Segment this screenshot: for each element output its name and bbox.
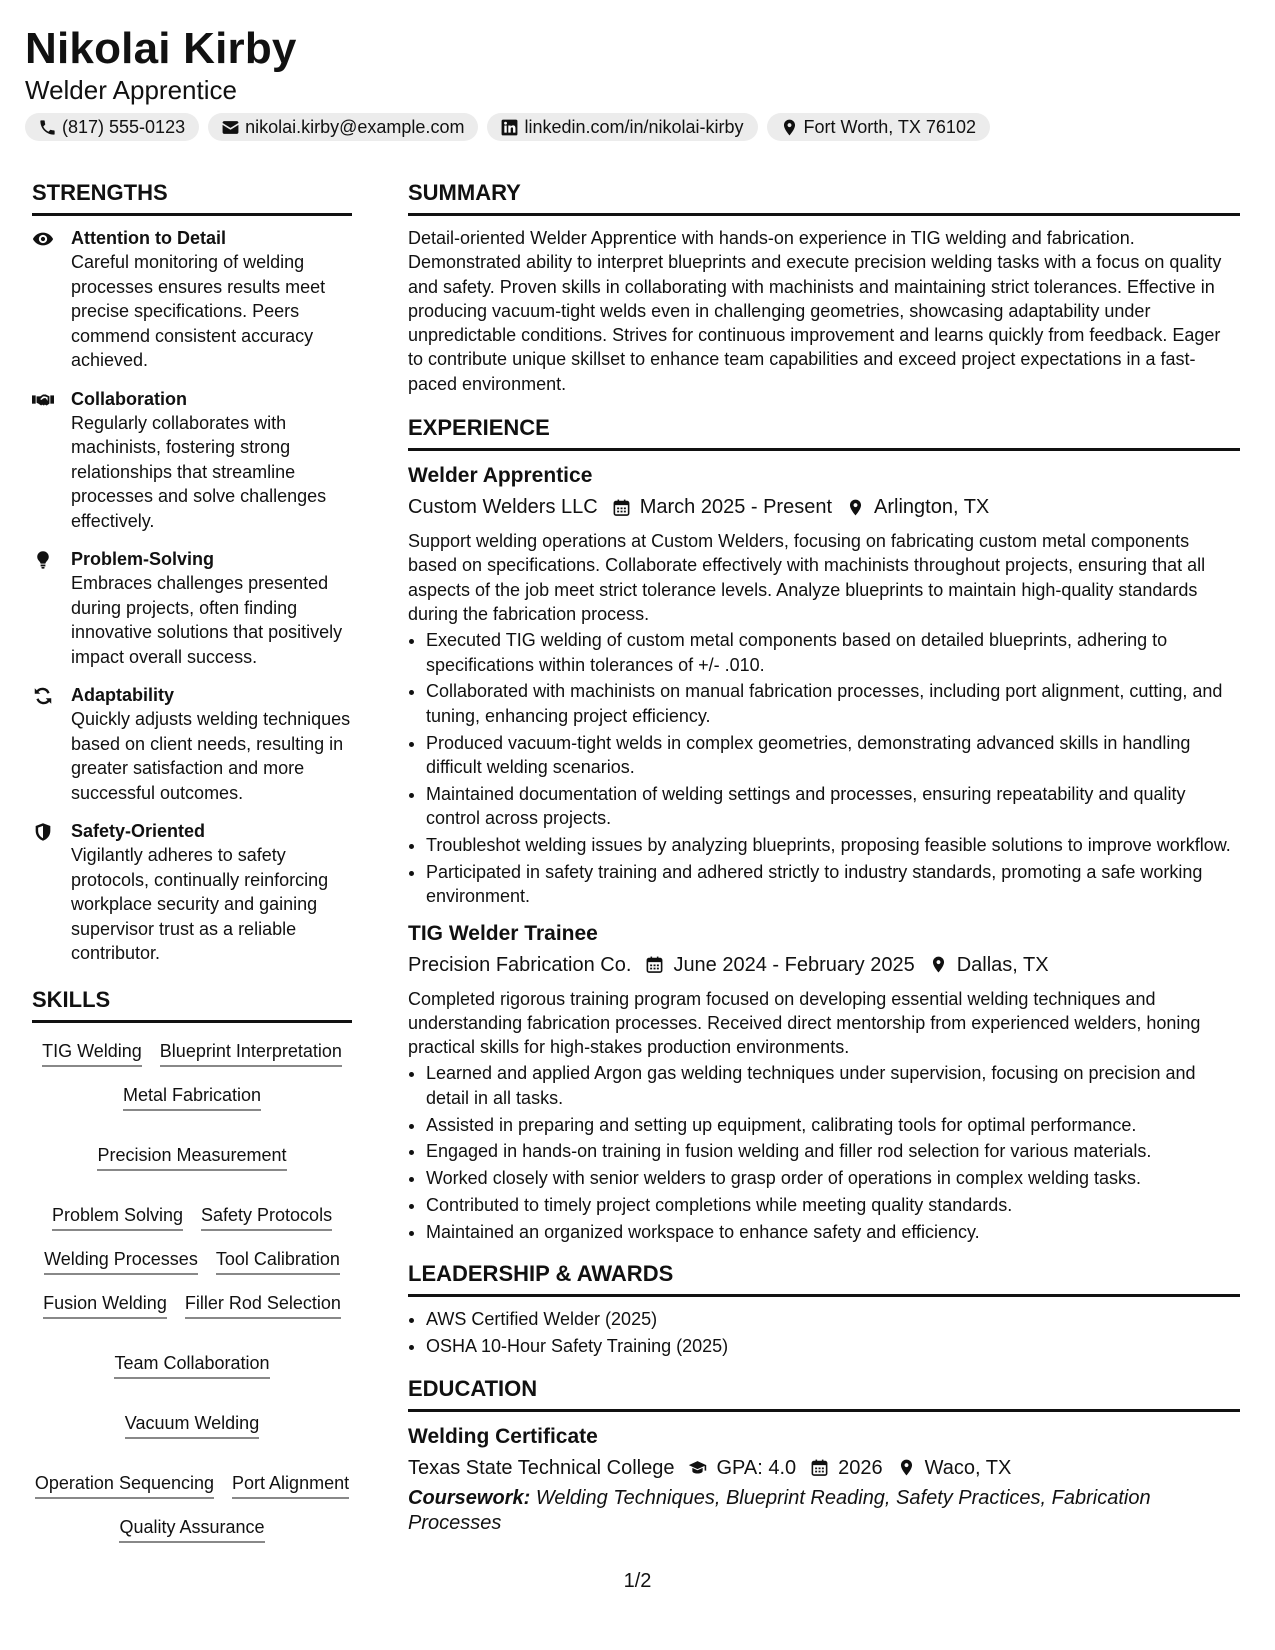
award-item: • AWS Certified Welder (2025)	[426, 1307, 1240, 1331]
education-year: 2026	[838, 1456, 883, 1479]
contact-bar	[25, 113, 990, 141]
awards-heading: LEADERSHIP & AWARDS	[408, 1254, 1240, 1297]
strength-item	[32, 819, 352, 966]
left-column	[32, 173, 352, 1543]
job-bullet: • Participated in safety training and adhered strictly to industry standards, promoting a safe working environment.	[426, 860, 1240, 909]
job-bullet: • Executed TIG welding of custom metal components based on detailed blueprints, adhering to specifications within tolerances of +/- .010.	[426, 628, 1240, 677]
map-pin-icon	[846, 498, 865, 517]
skill-tag: Port Alignment	[232, 1471, 349, 1499]
contact-linkedin[interactable]	[487, 113, 757, 141]
job-dates: June 2024 - February 2025	[673, 953, 915, 976]
job-location: Dallas, TX	[956, 953, 1049, 976]
shield-icon	[32, 822, 54, 842]
school-name: Texas State Technical College	[408, 1456, 675, 1479]
skill-tag: Problem Solving	[52, 1203, 183, 1231]
map-pin-icon	[929, 955, 948, 974]
strength-item	[32, 683, 352, 805]
map-pin-icon	[897, 1458, 916, 1477]
envelope-icon	[221, 118, 240, 137]
calendar-icon	[612, 498, 631, 517]
linkedin-icon	[500, 118, 519, 137]
coursework-list: Welding Techniques, Blueprint Reading, Safety Practices, Fabrication Processes	[408, 1486, 1151, 1534]
degree-name: Welding Certificate	[408, 1424, 598, 1448]
skill-tag: Precision Measurement	[97, 1143, 286, 1171]
experience-entry	[408, 919, 1240, 1245]
contact-email[interactable]	[208, 113, 478, 141]
awards-list	[408, 1307, 1240, 1358]
skill-tag: Welding Processes	[44, 1247, 198, 1275]
summary-text: Detail-oriented Welder Apprentice with hands-on experience in TIG welding and fabrication. Demonstrated ability to interpret blueprints and execute precision welding tasks with a focus on quality and safety. Proven skills in collaborating with machinists and maintaining strict tolerances. Effective in producing vacuum-tight welds even in challenging geometries, showcasing adaptability under unpredictable conditions. Strives for continuous improvement and learns quickly from feedback. Eager to contribute unique skillset to enhance team capabilities and exceed project expectations in a fast-paced environment.	[408, 228, 1222, 394]
contact-email-text: nikolai.kirby@example.com	[245, 117, 465, 137]
strength-description: Regularly collaborates with machinists, fostering strong relationships that streamline processes and solve challenges effectively.	[71, 412, 327, 531]
job-bullet: • Maintained documentation of welding settings and processes, ensuring repeatability and quality control across projects.	[426, 782, 1240, 831]
award-item: • OSHA 10-Hour Safety Training (2025)	[426, 1334, 1240, 1358]
strength-name: Problem-Solving	[71, 549, 215, 569]
phone-icon	[38, 118, 57, 137]
contact-phone[interactable]	[25, 113, 199, 141]
contact-location-text: Fort Worth, TX 76102	[803, 117, 976, 137]
job-location-group	[929, 949, 1049, 981]
skill-tag: Safety Protocols	[201, 1203, 332, 1231]
strength-item	[32, 387, 352, 534]
strength-name: Safety-Oriented	[71, 821, 206, 841]
contact-location	[767, 113, 990, 141]
skill-tag: Filler Rod Selection	[185, 1291, 341, 1319]
candidate-name: Nikolai Kirby	[25, 24, 297, 73]
job-bullet: • Contributed to timely project completions while meeting quality standards.	[426, 1193, 1240, 1217]
lightbulb-icon	[32, 550, 54, 570]
skills-list	[32, 1033, 352, 1543]
education-year-group	[810, 1452, 883, 1484]
skill-tag: Vacuum Welding	[125, 1411, 259, 1439]
skill-tag: Blueprint Interpretation	[160, 1039, 342, 1067]
job-title: Welder Apprentice	[408, 464, 593, 488]
gpa: GPA: 4.0	[716, 1456, 797, 1479]
skill-tag: TIG Welding	[42, 1039, 142, 1067]
job-bullet: • Engaged in hands-on training in fusion welding and filler rod selection for various materials.	[426, 1139, 1240, 1163]
strength-name: Attention to Detail	[71, 228, 226, 248]
map-pin-icon	[780, 118, 799, 137]
gpa-group	[688, 1452, 796, 1484]
job-bullet: • Assisted in preparing and setting up equipment, calibrating tools for optimal performance.	[426, 1113, 1240, 1137]
contact-linkedin-text: linkedin.com/in/nikolai-kirby	[524, 117, 744, 137]
experience-heading: EXPERIENCE	[408, 408, 1240, 451]
job-bullets	[408, 1061, 1240, 1244]
strength-name: Collaboration	[71, 388, 187, 409]
job-meta	[408, 491, 1240, 523]
sync-icon	[32, 686, 54, 706]
job-bullet: • Learned and applied Argon gas welding techniques under supervision, focusing on precision and detail in all tasks.	[426, 1061, 1240, 1110]
job-bullet: • Worked closely with senior welders to grasp order of operations in complex welding tasks.	[426, 1166, 1240, 1190]
strength-name: Adaptability	[71, 685, 175, 705]
job-dates-group	[612, 491, 832, 523]
coursework	[408, 1486, 1240, 1536]
strength-description: Vigilantly adheres to safety protocols, continually reinforcing workplace security and gaining supervisor trust as a reliable contributor.	[71, 845, 329, 963]
graduation-cap-icon	[688, 1458, 707, 1477]
summary-heading: SUMMARY	[408, 173, 1240, 216]
job-description: Support welding operations at Custom Welders, focusing on fabricating custom metal components based on specifications. Collaborate effectively with machinists throughout projects, ensuring that all aspects of the job meet strict tolerance levels. Analyze blueprints to maintain high-quality standards during the fabrication process.	[408, 531, 1206, 624]
job-bullet: • Troubleshot welding issues by analyzing blueprints, proposing feasible solutions to improve workflow.	[426, 833, 1240, 857]
handshake-icon	[32, 390, 54, 410]
skill-tag: Quality Assurance	[119, 1515, 264, 1543]
strength-description: Careful monitoring of welding processes ensures results meet precise specifications. Peers commend consistent accuracy achieved.	[71, 252, 326, 370]
education-meta	[408, 1452, 1240, 1484]
strength-item	[32, 547, 352, 669]
company-name: Custom Welders LLC	[408, 496, 598, 519]
company-name: Precision Fabrication Co.	[408, 953, 632, 976]
strengths-heading: STRENGTHS	[32, 173, 352, 216]
education-location: Waco, TX	[924, 1456, 1012, 1479]
experience-entry	[408, 461, 1240, 908]
job-title: TIG Welder Trainee	[408, 921, 598, 945]
skill-tag: Operation Sequencing	[35, 1471, 214, 1499]
job-location: Arlington, TX	[874, 496, 990, 519]
education-heading: EDUCATION	[408, 1369, 1240, 1412]
education-location-group	[897, 1452, 1012, 1484]
coursework-label: Coursework:	[408, 1486, 531, 1509]
strength-description: Quickly adjusts welding techniques based on client needs, resulting in greater satisfaction and more successful outcomes.	[71, 709, 351, 803]
skill-tag: Metal Fabrication	[123, 1083, 261, 1111]
candidate-title: Welder Apprentice	[25, 75, 237, 105]
right-column	[408, 173, 1240, 1536]
job-dates-group	[645, 949, 914, 981]
skill-tag: Team Collaboration	[114, 1351, 269, 1379]
job-dates: March 2025 - Present	[639, 496, 833, 519]
job-bullet: • Maintained an organized workspace to enhance safety and efficiency.	[426, 1220, 1240, 1244]
skill-tag: Tool Calibration	[216, 1247, 340, 1275]
strength-description: Embraces challenges presented during projects, often finding innovative solutions that positively impact overall success.	[71, 573, 343, 667]
job-location-group	[846, 491, 989, 523]
skills-heading: SKILLS	[32, 980, 352, 1023]
calendar-icon	[810, 1458, 829, 1477]
job-meta	[408, 949, 1240, 981]
skill-tag: Fusion Welding	[43, 1291, 167, 1319]
job-bullets	[408, 628, 1240, 908]
page-number: 1/2	[623, 1570, 652, 1592]
eye-icon	[32, 229, 54, 249]
calendar-icon	[645, 955, 664, 974]
job-description: Completed rigorous training program focused on developing essential welding techniques and understanding fabrication processes. Received direct mentorship from experienced welders, honing practical skills for high-stakes production environments.	[408, 988, 1201, 1058]
contact-phone-text: (817) 555-0123	[62, 117, 186, 137]
job-bullet: • Collaborated with machinists on manual fabrication processes, including port alignment, cutting, and tuning, enhancing project efficiency.	[426, 679, 1240, 728]
job-bullet: • Produced vacuum-tight welds in complex geometries, demonstrating advanced skills in handling difficult welding scenarios.	[426, 731, 1240, 780]
strength-item	[32, 226, 352, 373]
